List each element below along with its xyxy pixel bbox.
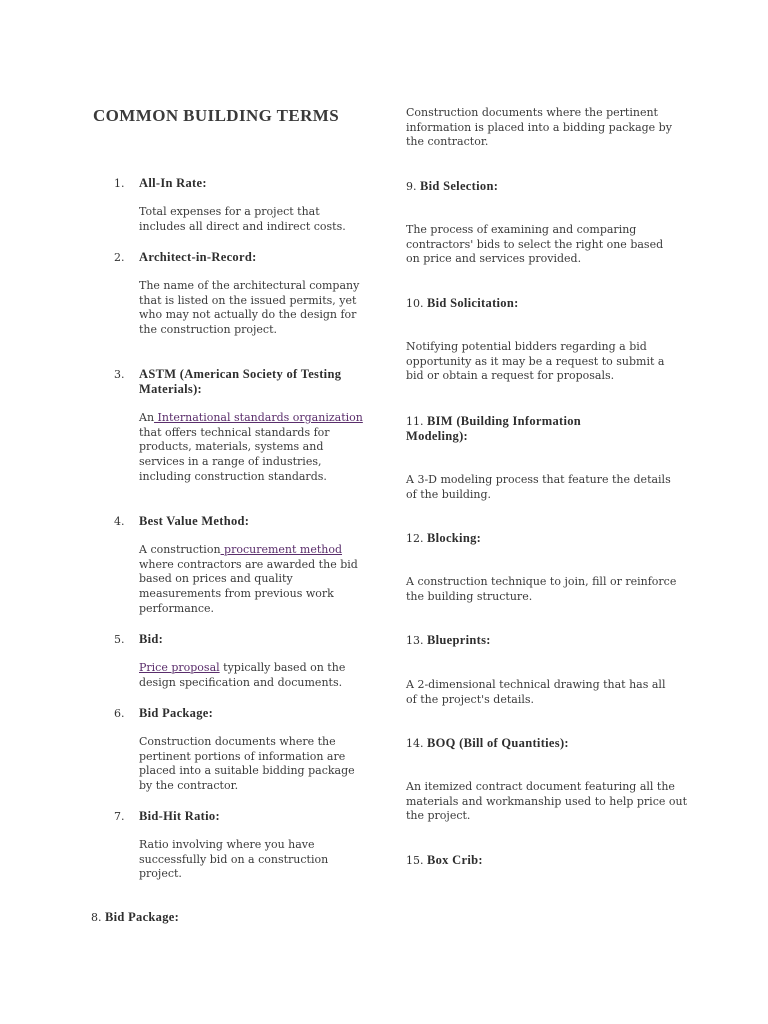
definition-bid-package-continued: Construction documents where the pertinent information is placed into a bidding package by the contractor. bbox=[406, 106, 672, 149]
definition-bim: A 3-D modeling process that feature the details of the building. bbox=[406, 473, 671, 501]
definition-text: An bbox=[139, 411, 155, 424]
term-label: Blocking: bbox=[427, 531, 482, 545]
term-astm: ASTM (American Society of Testing Materials): bbox=[139, 367, 342, 396]
definition-architect-in-record: The name of the architectural company that is listed on the issued permits, yet who may not actually do the design for the construction project. bbox=[139, 279, 360, 337]
item-number: 7. bbox=[114, 810, 125, 823]
term-blueprints bbox=[406, 633, 706, 648]
term-label: Box Crib: bbox=[427, 853, 483, 867]
term-bim bbox=[406, 414, 636, 444]
link-price-proposal[interactable]: Price proposal bbox=[139, 661, 220, 674]
term-best-value-method: Best Value Method: bbox=[139, 514, 250, 528]
item-number: 14. bbox=[406, 737, 424, 750]
item-number: 9. bbox=[406, 180, 417, 193]
definition-best-value-method bbox=[139, 543, 367, 617]
item-number: 11. bbox=[406, 415, 424, 428]
term-label: Bid Package: bbox=[105, 910, 180, 924]
definition-boq: An itemized contract document featuring all the materials and workmanship used to help price out the project. bbox=[406, 780, 687, 823]
term-bid-selection bbox=[406, 179, 706, 194]
term-boq bbox=[406, 736, 706, 751]
item-number: 6. bbox=[114, 707, 125, 720]
definition-text: A construction bbox=[139, 543, 221, 556]
term-bid-package-8 bbox=[91, 910, 179, 925]
term-bid-package: Bid Package: bbox=[139, 706, 214, 720]
term-bid-hit-ratio: Bid-Hit Ratio: bbox=[139, 809, 220, 823]
link-procurement-method[interactable]: procurement method bbox=[220, 543, 343, 556]
item-number: 15. bbox=[406, 854, 424, 867]
term-label: Bid Solicitation: bbox=[427, 296, 519, 310]
definition-all-in-rate: Total expenses for a project that includes all direct and indirect costs. bbox=[139, 205, 346, 233]
term-architect-in-record: Architect-in-Record: bbox=[139, 250, 257, 264]
item-number: 13. bbox=[406, 634, 424, 647]
definition-bid-selection: The process of examining and comparing contractors' bids to select the right one based on price and services provided. bbox=[406, 223, 664, 266]
definition-bid-hit-ratio: Ratio involving where you have successfully bid on a construction project. bbox=[139, 838, 329, 881]
term-box-crib bbox=[406, 853, 706, 868]
term-label: BOQ (Bill of Quantities): bbox=[427, 736, 569, 750]
definition-text: typically based on the design specification and documents. bbox=[139, 661, 346, 689]
item-number: 5. bbox=[114, 633, 125, 646]
definition-blueprints: A 2-dimensional technical drawing that has all of the project's details. bbox=[406, 678, 666, 706]
definition-blocking: A construction technique to join, fill or reinforce the building structure. bbox=[406, 575, 677, 603]
definition-text: where contractors are awarded the bid based on prices and quality measurements from previous work performance. bbox=[139, 557, 358, 615]
definition-text: that offers technical standards for products, materials, systems and services in a range of industries, including construction standards. bbox=[139, 425, 330, 483]
term-bid-solicitation bbox=[406, 296, 706, 311]
definition-bid-package: Construction documents where the pertinent portions of information are placed into a suitable bidding package by the contractor. bbox=[139, 735, 355, 793]
definition-astm bbox=[139, 411, 367, 485]
item-number: 4. bbox=[114, 515, 125, 528]
page-title: COMMON BUILDING TERMS bbox=[93, 106, 340, 125]
term-label: BIM (Building Information Modeling): bbox=[406, 414, 582, 443]
item-number: 10. bbox=[406, 297, 424, 310]
term-bid: Bid: bbox=[139, 632, 164, 646]
link-international-standards-organization[interactable]: International standards organization bbox=[154, 411, 363, 424]
term-label: Blueprints: bbox=[427, 633, 491, 647]
term-blocking bbox=[406, 531, 706, 546]
right-column bbox=[406, 0, 706, 1024]
definition-bid bbox=[139, 661, 367, 690]
item-number: 12. bbox=[406, 532, 424, 545]
term-label: Bid Selection: bbox=[420, 179, 499, 193]
item-number: 3. bbox=[114, 368, 125, 381]
term-all-in-rate: All-In Rate: bbox=[139, 176, 207, 190]
item-number: 1. bbox=[114, 177, 125, 190]
item-number: 8. bbox=[91, 911, 102, 924]
item-number: 2. bbox=[114, 251, 125, 264]
definition-bid-solicitation: Notifying potential bidders regarding a bid opportunity as it may be a request to submit a bid or obtain a request for proposals. bbox=[406, 340, 665, 383]
